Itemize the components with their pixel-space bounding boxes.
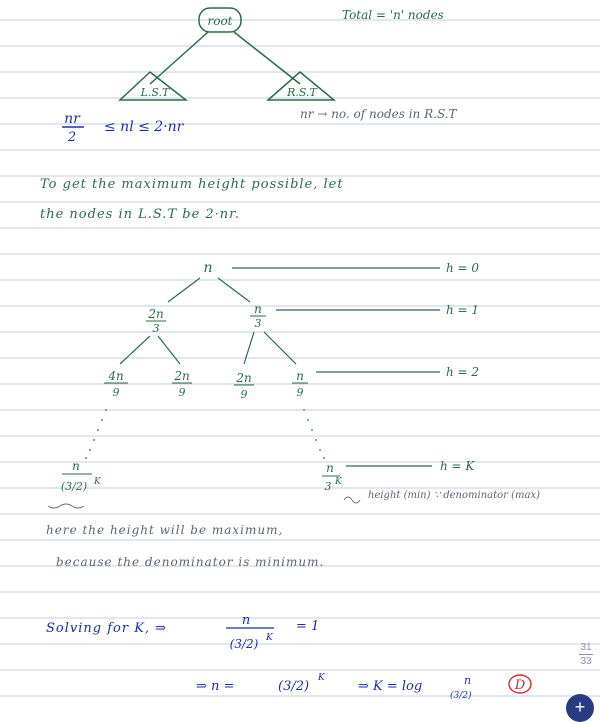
remark-line-2: because the denominator is minimum. (56, 555, 325, 569)
h0-label: h = 0 (446, 261, 480, 275)
level1-right-den: 3 (254, 317, 262, 330)
answer-label: D (514, 678, 526, 693)
final-frac: (3/2) (278, 679, 310, 694)
explanation-line-1: To get the maximum height possible, let (40, 177, 344, 192)
solve-den: (3/2) (229, 637, 259, 651)
rst-label: R.S.T (287, 86, 317, 99)
left-dotted-path (85, 409, 107, 459)
hk-label: h = K (440, 459, 475, 473)
final-arg: n (464, 674, 472, 687)
final-row (196, 673, 531, 701)
level1-right-num: n (254, 302, 262, 316)
right-leaf-den: 3 (324, 480, 332, 493)
final-exp: K (318, 673, 325, 683)
right-leaf-num: n (326, 461, 334, 475)
final-base: (3/2) (450, 691, 472, 701)
level2-node-1-den: 9 (112, 386, 120, 399)
ruled-lines (0, 20, 600, 696)
level2-node-1-num: 4n (108, 369, 124, 383)
nr-definition: nr → no. of nodes in R.S.T (300, 107, 457, 121)
edge-root-right (218, 278, 250, 302)
edge-root-left (168, 278, 200, 302)
explanation-line-2: the nodes in L.S.T be 2·nr. (40, 207, 241, 222)
level2-node-3-den: 9 (240, 388, 248, 401)
root-label: root (207, 14, 233, 28)
height-min-note: height (min) ∵ denominator (max) (368, 490, 540, 501)
right-dotted-path (303, 409, 325, 459)
level0-node: n (203, 260, 213, 276)
level2-node-2-num: 2n (174, 369, 190, 383)
page-total: 33 (580, 656, 592, 667)
page-counter (574, 642, 598, 667)
inequality-rest: ≤ nl ≤ 2·nr (104, 119, 184, 135)
level2-node-4-num: n (296, 369, 304, 383)
left-leaf-den: (3/2) (60, 480, 88, 493)
level2-node-2-den: 9 (178, 386, 186, 399)
inequality-denominator: 2 (67, 130, 77, 145)
left-leaf-exp: K (94, 477, 101, 487)
final-rhs: ⇒ K = log (358, 679, 423, 694)
inequality-numerator: nr (64, 111, 80, 127)
remark-line-1: here the height will be maximum, (46, 523, 284, 537)
solve-intro: Solving for K, ⇒ (46, 621, 168, 636)
left-leaf-underline (48, 504, 84, 508)
level1-left-num: 2n (148, 307, 164, 321)
solve-exp: K (266, 633, 273, 643)
inequality-row (62, 111, 185, 145)
root-left-edge (150, 32, 208, 84)
h1-label: h = 1 (446, 303, 480, 317)
level1-left-den: 3 (152, 322, 160, 335)
level2-node-3-num: 2n (236, 371, 252, 385)
right-leaf-exp: K (335, 477, 342, 487)
solve-num: n (241, 613, 251, 628)
left-leaf-num: n (72, 459, 80, 473)
solve-eq: = 1 (296, 619, 320, 634)
add-page-button[interactable] (566, 694, 594, 722)
root-right-edge (234, 32, 300, 84)
page-current: 31 (580, 642, 592, 653)
level2-node-4-den: 9 (296, 386, 304, 399)
lst-label: L.S.T (140, 86, 170, 99)
solve-row (46, 613, 319, 651)
h2-label: h = 2 (446, 365, 480, 379)
page-counter-divider (579, 654, 593, 655)
root-tree-diagram (120, 8, 334, 100)
plus-icon: + (574, 697, 586, 717)
final-lhs: ⇒ n = (196, 679, 235, 694)
total-nodes-note: Total = 'n' nodes (342, 8, 444, 22)
